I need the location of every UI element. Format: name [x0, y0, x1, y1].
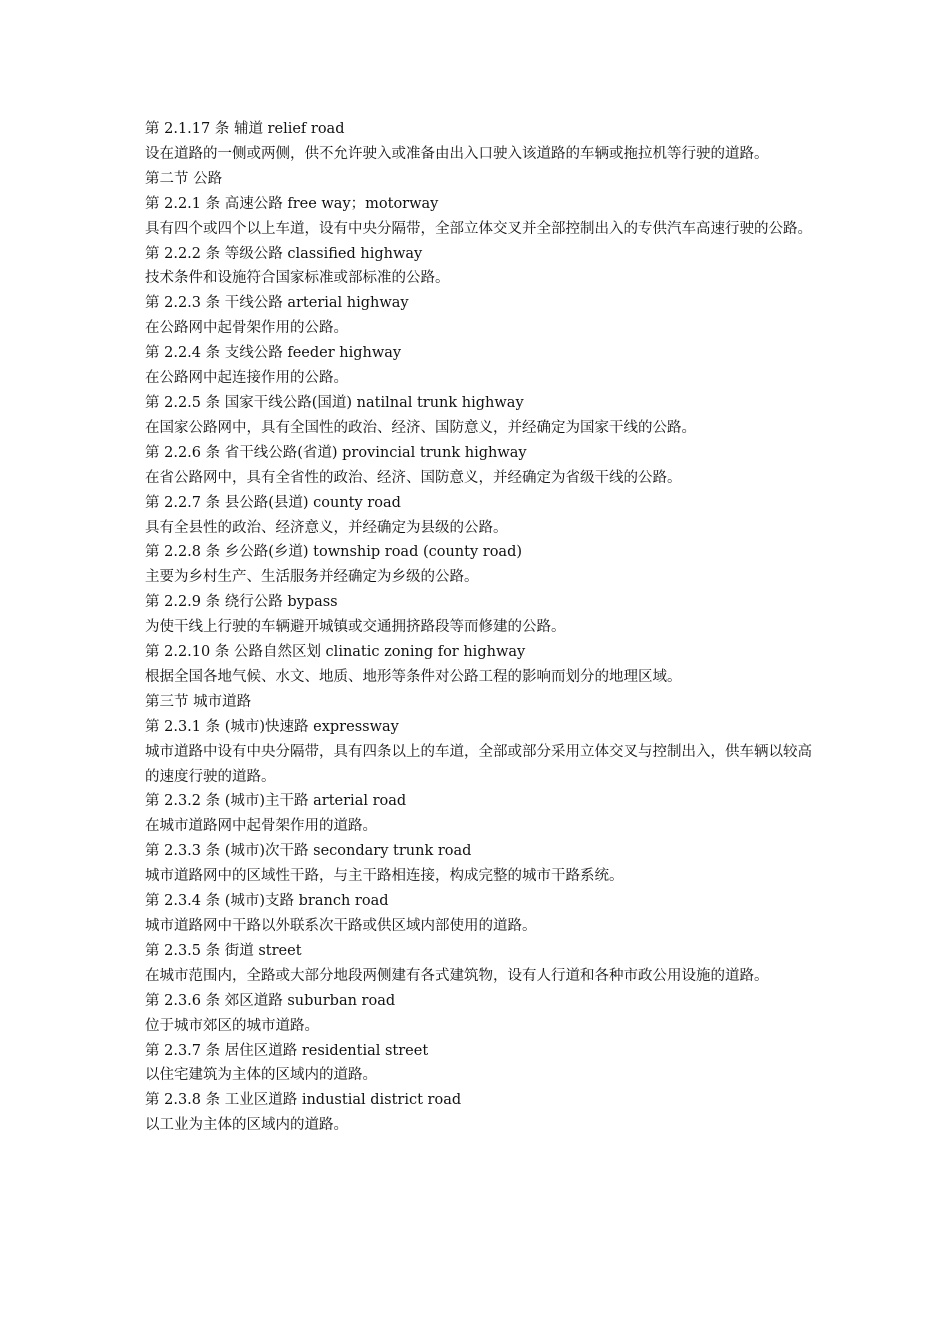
document-body [145, 117, 815, 1138]
article-definition: 在国家公路网中，具有全国性的政治、经济、国防意义，并经确定为国家干线的公路。 [145, 419, 696, 436]
article-definition: 在公路网中起骨架作用的公路。 [145, 320, 348, 337]
article-heading: 第 2.3.6 条 郊区道路 suburban road [145, 992, 396, 1009]
article-heading: 第 2.2.1 条 高速公路 free way；motorway [145, 195, 439, 212]
article-definition: 以工业为主体的区域内的道路。 [145, 1117, 348, 1134]
article-definition: 在城市道路网中起骨架作用的道路。 [145, 818, 377, 835]
article-definition: 具有四个或四个以上车道，设有中央分隔带，全部立体交叉并全部控制出入的专供汽车高速行驶的公路。 [145, 220, 812, 237]
article-heading: 第 2.2.3 条 干线公路 arterial highway [145, 295, 409, 312]
article-definition: 具有全县性的政治、经济意义，并经确定为县级的公路。 [145, 519, 508, 536]
article-heading: 第 2.2.2 条 等级公路 classified highway [145, 245, 423, 262]
article-heading: 第 2.3.4 条 (城市)支路 branch road [145, 893, 389, 910]
article-heading: 第 2.3.8 条 工业区道路 industial district road [145, 1092, 462, 1109]
article-definition: 在公路网中起连接作用的公路。 [145, 370, 348, 387]
article-heading: 第 2.2.9 条 绕行公路 bypass [145, 594, 338, 611]
article-definition: 主要为乡村生产、生活服务并经确定为乡级的公路。 [145, 569, 479, 586]
section-heading: 第三节 城市道路 [145, 693, 252, 710]
article-heading: 第 2.3.7 条 居住区道路 residential street [145, 1042, 429, 1059]
article-heading: 第 2.3.1 条 (城市)快速路 expressway [145, 718, 399, 735]
article-heading: 第 2.3.5 条 街道 street [145, 942, 302, 959]
article-heading: 第 2.2.6 条 省干线公路(省道) provincial trunk highway [145, 444, 527, 461]
article-definition: 位于城市郊区的城市道路。 [145, 1017, 319, 1034]
article-definition: 为使干线上行驶的车辆避开城镇或交通拥挤路段等而修建的公路。 [145, 619, 566, 636]
article-heading: 第 2.2.5 条 国家干线公路(国道) natilnal trunk highway [145, 394, 524, 411]
article-definition: 设在道路的一侧或两侧，供不允许驶入或准备由出入口驶入该道路的车辆或拖拉机等行驶的道路。 [145, 145, 769, 162]
article-definition: 在省公路网中，具有全省性的政治、经济、国防意义，并经确定为省级干线的公路。 [145, 469, 682, 486]
article-heading: 第 2.3.2 条 (城市)主干路 arterial road [145, 793, 407, 810]
article-definition: 以住宅建筑为主体的区域内的道路。 [145, 1067, 377, 1084]
section-heading: 第二节 公路 [145, 170, 223, 187]
article-heading: 第 2.2.4 条 支线公路 feeder highway [145, 345, 402, 362]
article-heading: 第 2.2.8 条 乡公路(乡道) township road (county road) [145, 544, 523, 561]
article-definition: 根据全国各地气候、水文、地质、地形等条件对公路工程的影响而划分的地理区域。 [145, 668, 682, 685]
article-definition: 城市道路网中干路以外联系次干路或供区域内部使用的道路。 [145, 918, 537, 934]
article-definition: 技术条件和设施符合国家标准或部标准的公路。 [145, 270, 450, 287]
article-heading: 第 2.2.7 条 县公路(县道) county road [145, 494, 401, 511]
article-heading: 第 2.2.10 条 公路自然区划 clinatic zoning for highway [145, 644, 526, 661]
article-heading: 第 2.1.17 条 辅道 relief road [145, 121, 345, 137]
article-definition: 城市道路网中的区域性干路，与主干路相连接，构成完整的城市干路系统。 [145, 868, 624, 885]
article-definition: 在城市范围内，全路或大部分地段两侧建有各式建筑物，设有人行道和各种市政公用设施的道路。 [145, 967, 769, 984]
article-heading: 第 2.3.3 条 (城市)次干路 secondary trunk road [145, 843, 472, 860]
article-definition: 城市道路中设有中央分隔带，具有四条以上的车道，全部或部分采用立体交叉与控制出入，供车辆以较高的速度行驶的道路。 [145, 743, 812, 785]
